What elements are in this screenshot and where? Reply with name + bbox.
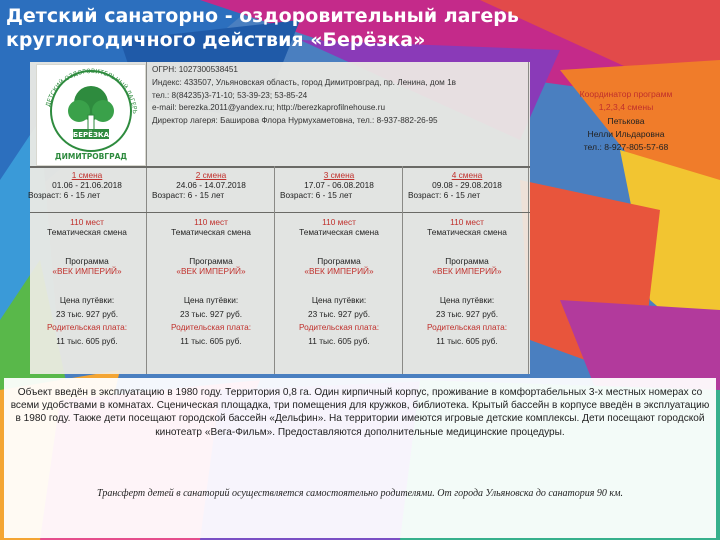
shift-type: Тематическая смена [299,227,379,237]
parent-price-value: 11 тыс. 605 руб. [436,335,498,346]
shift-dates: 17.07 - 06.08.2018 [304,180,374,190]
coordinator-block [562,88,690,154]
logo-name: БЕРЁЗКА [72,131,110,139]
price-value: 23 тыс. 927 руб. [179,308,243,319]
price-label: Цена путёвки: [439,295,495,305]
shift-places: 110 мест [194,217,228,227]
shift-places: 110 мест [70,217,104,227]
parent-price-label: Родительская плата: [426,322,508,332]
shift-age: Возраст: 6 - 15 лет [28,190,101,200]
transfer-note: Трансферт детей в санаторий осуществляется самостоятельно родителями. От города Ульяновска до санатория 90 км. [97,488,623,499]
page-title: Детский санаторно - оздоровительный лагерь круглогодичного действия «Берёзка» [6,5,519,51]
shift-type: Тематическая смена [427,227,507,237]
camp-logo [36,64,146,166]
shift-type: Тематическая смена [47,227,127,237]
birch-tree-logo-icon [37,65,145,165]
program-name: «ВЕК ИМПЕРИЙ» [176,266,246,276]
program-name: «ВЕК ИМПЕРИЙ» [432,266,502,276]
parent-price-label: Родительская плата: [298,322,380,332]
divider [402,166,403,374]
shift-dates: 24.06 - 14.07.2018 [176,180,246,190]
parent-price-value: 11 тыс. 605 руб. [56,335,118,346]
logo-arc-text: ДЕТСКИЙ ОЗДОРОВИТЕЛЬНЫЙ ЛАГЕРЬ [44,67,139,115]
price-label: Цена путёвки: [183,295,239,305]
price-value: 23 тыс. 927 руб. [435,308,499,319]
program-label: Программа [189,256,233,266]
address-line: Индекс: 433507, Ульяновская область, город Димитровград, пр. Ленина, дом 1в [152,77,456,87]
divider [274,166,275,374]
program-label: Программа [65,256,109,266]
parent-price-label: Родительская плата: [46,322,128,332]
parent-price-label: Родительская плата: [170,322,252,332]
shift-age: Возраст: 6 - 15 лет [280,190,353,200]
shift-name: 4 смена [451,170,483,180]
parent-price-value: 11 тыс. 605 руб. [308,335,370,346]
description-box [4,378,716,538]
price-label: Цена путёвки: [59,295,115,305]
logo-city: ДИМИТРОВГРАД [54,152,128,161]
shift-dates: 09.08 - 29.08.2018 [432,180,502,190]
shift-type: Тематическая смена [171,227,251,237]
price-label: Цена путёвки: [311,295,367,305]
coordinator-shifts: 1,2,3,4 смены [598,102,654,113]
program-label: Программа [445,256,489,266]
divider [30,212,530,213]
camp-contact-info [152,64,512,128]
shift-name: 1 смена [71,170,103,180]
divider [528,62,529,374]
shift-name: 2 смена [195,170,227,180]
coordinator-name: Нелли Ильдаровна [587,128,665,139]
shift-places: 110 мест [322,217,356,227]
ogrn-line: ОГРН: 1027300538451 [152,65,238,74]
email-web-line: e-mail: berezka.2011@yandex.ru; http://berezkaprofilnehouse.ru [152,103,385,113]
director-line: Директор лагеря: Баширова Флора Нурмухаметовна, тел.: 8-937-882-26-95 [152,116,438,126]
shift-name: 3 смена [323,170,355,180]
coordinator-title: Координатор программ [579,89,673,99]
coordinator-phone: тел.: 8-927-805-57-68 [583,142,669,153]
description-text: Объект введён в эксплуатацию в 1980 году. Территория 0,8 га. Один кирпичный корпус, проживание в комфортабельных 3-х местных номерах со всеми удобствами в комнатах. Сценическая площадка, три помещения для кружков, библиотека. Крытый бассейн в корпусе введён в эксплуатацию в 1980 году. Также дети посещают городской бассейн «Дельфин». На территории имеются игровые детские комплексы. Дети посещают городской кинотеатр «Вега-Фильм». Предоставляются дополнительные медицинские процедуры. [10,387,710,438]
program-label: Программа [317,256,361,266]
divider [146,62,147,374]
program-name: «ВЕК ИМПЕРИЙ» [304,266,374,276]
coordinator-surname: Петькова [607,115,645,126]
price-value: 23 тыс. 927 руб. [55,308,119,319]
divider [30,166,530,168]
shift-age: Возраст: 6 - 15 лет [152,190,225,200]
phone-line: тел.: 8(84235)3-71-10; 53-39-23; 53-85-24 [152,90,308,100]
parent-price-value: 11 тыс. 605 руб. [180,335,242,346]
price-value: 23 тыс. 927 руб. [307,308,371,319]
shift-age: Возраст: 6 - 15 лет [408,190,481,200]
shift-places: 110 мест [450,217,484,227]
program-name: «ВЕК ИМПЕРИЙ» [52,266,122,276]
shift-dates: 01.06 - 21.06.2018 [52,180,122,190]
